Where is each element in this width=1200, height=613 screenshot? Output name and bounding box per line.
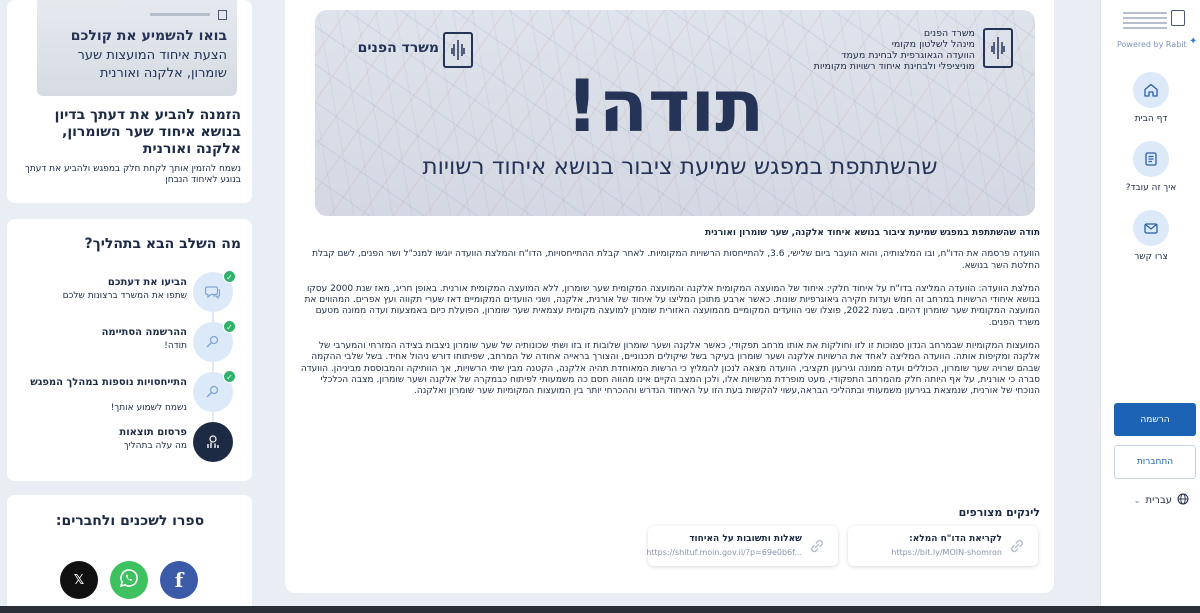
rabit-star-icon: ✦ (1189, 36, 1198, 47)
results-icon (193, 422, 233, 462)
os-taskbar (0, 606, 1200, 613)
promo-image (37, 0, 237, 96)
ministry-name: משרד הפנים (357, 40, 439, 56)
nav-contact-label: צרו קשר (1134, 252, 1168, 262)
thank-you-banner (315, 10, 1035, 216)
whatsapp-icon (118, 567, 140, 593)
share-card (7, 495, 252, 613)
emblem-icon (218, 10, 227, 20)
language-label: עברית (1145, 494, 1172, 506)
x-icon: 𝕏 (73, 572, 85, 588)
article-body (300, 228, 1040, 410)
step-connector (212, 412, 214, 422)
ministry-emblem-icon (443, 32, 473, 68)
process-step (7, 422, 252, 462)
thank-you-subtitle: שהשתתפת במפגש שמיעת ציבור בנושא איחוד רשויות (422, 154, 938, 180)
link-icon (808, 537, 826, 555)
logo-text-lines (1123, 12, 1167, 32)
promo-image-header (47, 4, 227, 14)
process-steps-card (7, 219, 252, 481)
invitation-heading: הזמנה להביע את דעתך בדיון בנושא איחוד שער השומרון, אלקנה ואורנית (54, 107, 241, 157)
step-subtitle: מה עלה בתהליך (123, 441, 187, 451)
attached-links-title: לינקים מצורפים (958, 506, 1040, 519)
step-title: הביעו את דעתכם (107, 277, 187, 288)
org-line: הוועדה הגאוגרפית לבחינת מעמד (841, 50, 975, 61)
link-title: לקריאת הדו"ח המלא: (909, 534, 1002, 544)
login-button[interactable]: התחברות (1114, 445, 1196, 479)
main-content (285, 0, 1054, 593)
side-rail (1100, 0, 1200, 606)
facebook-share-button[interactable] (160, 561, 198, 599)
globe-icon (1177, 493, 1189, 508)
article-heading: תודה שהשתתפת במפגש שמיעת ציבור בנושא איחוד אלקנה, שער שומרון ואורנית (704, 228, 1040, 238)
nav-home[interactable] (1101, 72, 1200, 124)
nav-how-it-works-label: איך זה עובד? (1125, 183, 1177, 193)
x-share-button[interactable] (60, 561, 98, 599)
mail-icon (1133, 210, 1169, 246)
chevron-down-icon: ⌄ (1133, 495, 1141, 505)
nav-how-it-works[interactable] (1101, 141, 1200, 193)
facebook-icon: f (174, 568, 184, 592)
link-card-report[interactable] (848, 526, 1038, 566)
article-paragraph: המועצות המקומיות שבמרחב הנדון סמוכות זו לזו וחולקות את אותו מרחב תפקודי, כאשר אלקנה ושער שומרון שלובות זו בזו ושתי שכונותיה של שער שומרון ניצבות בצידה המזרחי והמערבי של אלקנה ומקיפות אותה. הוועדה המליצה לאחד את הרשויות אלקנה ושער שומרון בעיקר בשל שיקולים תכנוניים, והצורך בראייה אחודה של המרחב, שפיתוחו דורש ניהול אחיד. בשל שלבי ההקמה שבהם שרויה שער שומרון, הכוללים ועדה ממונה וגירעון תקציבי, הוועדה מצאה לנכון להמליץ כי הרשות המאוחדת תהיה אלקנה, הקטנה מבין שתי הרשויות, אך הוותיקה והמבוססת מביניהן. הוועדה סברה כי אורנית, על אף היותה חלק מהמרחב התפקודי, מעט מופרדת מרשויות אלו, ולכן המצב הקיים אינו מהווה חסם כה משמעותי לפיתוח כבמקרה של אלקנה ושער שומרון. מצבה הכלכלי הנוכחי של אורנית, שנמצאת בגירעון משמעותי ובתהליכי הבראה,עשוי להקשות בעת הזו על האיחוד הנדרש וההכרחי יותר בין המועצות המקומיות שער שומרון ואלקנה. (300, 341, 1040, 397)
step-subtitle: תודה! (164, 341, 187, 351)
org-line: מוניציפלי ולבחינת איחוד רשויות מקומיות (813, 61, 975, 72)
org-line: מינהל לשלטון מקומי (891, 39, 975, 50)
org-line: משרד הפנים (923, 28, 975, 39)
promo-image-line: הצעת איחוד המועצות שער (77, 48, 227, 63)
step-title: התייחסויות נוספות במהלך המפגש (30, 377, 187, 388)
state-emblem-icon (983, 28, 1013, 68)
article-paragraph: המלצת הוועדה: הוועדה המליצה בדו"ח על איחוד חלקי: איחוד של המועצה המקומית אלקנה והמועצה המקומית שער שומרון, ללא המועצה המקומית אורנית. באופן חריג, מאז שנת 2000 עסקו בנושא איחודי הרשויות במרחב זה חמש ועדות חקירה גיאוגרפיות שונות. כאשר ארבע מתוכן המליצו על איחוד של אורנית, אלקנה, ושני הוועדים המקומיים דאז שערי תקווה ועץ אפרים. המהווים את המועצה המקומית שער שומרון דהיום. בשנת 2022, פוצלו שני הוועדים המקומיים מהמועצה האזורית שומרון למועצה מקומית עצמאית שער שומרון, הפועלת כיום באמצעות ועדה ממונה מטעם משרד הפנים. (304, 283, 1040, 328)
check-icon: ✓ (223, 370, 236, 383)
step-connector (212, 362, 214, 372)
home-icon (1133, 72, 1169, 108)
check-icon: ✓ (223, 270, 236, 283)
step-title: פרסום תוצאות (119, 427, 187, 438)
language-selector[interactable] (1129, 492, 1189, 508)
link-url: https://bit.ly/MOIN-shomron (891, 548, 1002, 557)
step-connector (212, 312, 214, 322)
whatsapp-share-button[interactable] (110, 561, 148, 599)
share-heading: ספרו לשכנים ולחברים: (55, 513, 205, 529)
step-subtitle: שתפו את המשרד ברצונות שלכם (62, 291, 187, 301)
invitation-description: נשמח להזמין אותך לקחת חלק במפגש ולהביע את דעתך בנוגע לאיחוד הנבחן (25, 164, 241, 185)
nav-contact[interactable] (1101, 210, 1200, 262)
register-button[interactable]: הרשמה (1114, 403, 1196, 436)
check-icon: ✓ (223, 320, 236, 333)
thank-you-title: תודה! (565, 64, 765, 148)
process-step (7, 372, 252, 412)
article-paragraph: הוועדה פרסמה את הדו"ח, ובו המלצותיה, והוא הועבר ביום שלישי, 3.6, להתייחסות הרשויות המקומיות. לאחר קבלת ההתייחסויות, הדו"ח והמלצת הוועדה יוגשו למנכ"ל ושר הפנים, לשם קבלת החלטת השר בנושא. (312, 249, 1040, 271)
document-icon (1133, 141, 1169, 177)
emblem-icon (1171, 10, 1185, 26)
step-subtitle: נשמח לשמוע אותך! (110, 403, 187, 413)
link-title: שאלות ותשובות על האיחוד (689, 534, 802, 544)
process-heading: מה השלב הבא בתהליך? (84, 236, 241, 252)
powered-by-text: Powered by Rabit (1117, 40, 1187, 49)
invitation-card[interactable] (7, 0, 252, 203)
nav-home-label: דף הבית (1134, 114, 1168, 124)
step-title: ההרשמה הסתיימה (101, 327, 187, 338)
process-step (7, 272, 252, 312)
promo-image-line: בואו להשמיע את קולכם (70, 28, 227, 44)
link-card-faq[interactable] (648, 526, 838, 566)
promo-image-line: שומרון, אלקנה ואורנית (99, 66, 227, 81)
link-icon (1008, 537, 1026, 555)
process-step (7, 322, 252, 362)
link-url: https://shituf.moin.gov.il/?p=69e0b6f... (646, 548, 802, 557)
site-logo[interactable] (1117, 10, 1198, 50)
